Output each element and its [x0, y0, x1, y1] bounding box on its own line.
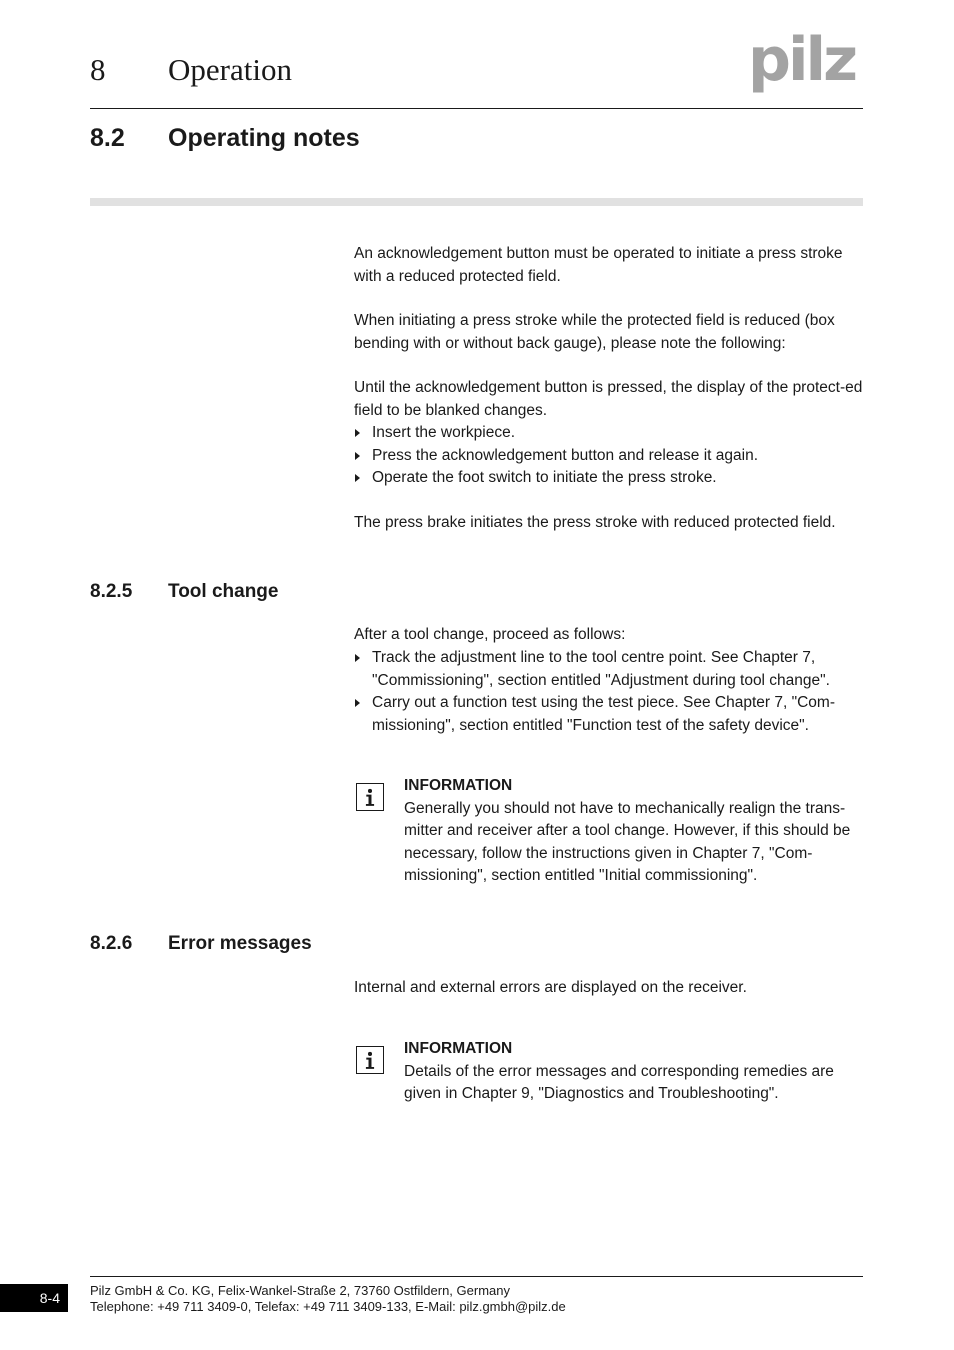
bullet-arrow-icon — [355, 699, 360, 707]
bullet-arrow-icon — [355, 474, 360, 482]
step-text: Track the adjustment line to the tool centre point. See Chapter 7, "Commissioning", section entitled "Adjustment during tool change". — [372, 649, 830, 689]
info-heading: INFORMATION — [404, 777, 513, 794]
tool-change-lead: After a tool change, proceed as follows: — [354, 626, 626, 643]
bullet-arrow-icon — [355, 654, 360, 662]
info-icon — [356, 783, 384, 811]
pilz-logo — [748, 28, 864, 94]
subsection-number-error-messages: 8.2.6 — [90, 933, 133, 954]
step-text: Insert the workpiece. — [372, 424, 516, 441]
tool-change-steps — [354, 647, 866, 737]
bullet-arrow-icon — [355, 429, 360, 437]
info-heading: INFORMATION — [404, 1040, 513, 1057]
intro-paragraph-3: Until the acknowledgement button is pressed, the display of the protect-ed field to be blanked changes. — [354, 379, 863, 419]
info-text: Details of the error messages and corresponding remedies are given in Chapter 9, "Diagnostics and Troubleshooting". — [404, 1062, 834, 1102]
bullet-arrow-icon — [355, 452, 360, 460]
tool-change-information — [404, 775, 866, 888]
subsection-title-error-messages: Error messages — [168, 933, 312, 954]
svg-text:pilz: pilz — [748, 28, 856, 94]
list-item — [354, 422, 866, 445]
subsection-number-tool-change: 8.2.5 — [90, 581, 133, 602]
header-rule — [90, 108, 863, 109]
footer-rule — [90, 1276, 863, 1277]
chapter-title: Operation — [168, 52, 292, 87]
footer-address: Pilz GmbH & Co. KG, Felix-Wankel-Straße 2, 73760 Ostfildern, Germany — [90, 1283, 510, 1298]
list-item — [354, 647, 866, 692]
intro-paragraph-4: The press brake initiates the press stroke with reduced protected field. — [354, 514, 836, 531]
chapter-number: 8 — [90, 52, 106, 87]
subsection-title-tool-change: Tool change — [168, 581, 279, 602]
intro-paragraph-2: When initiating a press stroke while the protected field is reduced (box bending with or without back gauge), please note the following: — [354, 312, 835, 352]
list-item — [354, 692, 866, 737]
section-number: 8.2 — [90, 124, 125, 152]
error-messages-information — [404, 1038, 866, 1106]
step-text: Carry out a function test using the test piece. See Chapter 7, "Com-missioning", section entitled "Function test of the safety device". — [372, 694, 835, 734]
section-divider — [90, 198, 863, 206]
page-number: 8-4 — [0, 1284, 68, 1312]
intro-paragraph-1: An acknowledgement button must be operated to initiate a press stroke with a reduced protected field. — [354, 245, 843, 285]
section-title: Operating notes — [168, 124, 360, 152]
info-text: Generally you should not have to mechanically realign the trans-mitter and receiver after a tool change. However, if this should be necessary, follow the instructions given in Chapter 7, "Com-missioning", section entitled "Initial commissioning". — [404, 799, 851, 884]
intro-steps — [354, 422, 866, 490]
error-messages-lead: Internal and external errors are displayed on the receiver. — [354, 979, 747, 996]
footer-contact: Telephone: +49 711 3409-0, Telefax: +49 711 3409-133, E-Mail: pilz.gmbh@pilz.de — [90, 1299, 566, 1314]
info-icon — [356, 1046, 384, 1074]
step-text: Press the acknowledgement button and release it again. — [372, 446, 759, 464]
step-text: Operate the foot switch to initiate the press stroke. — [372, 469, 717, 486]
list-item — [354, 445, 866, 468]
list-item — [354, 467, 866, 490]
